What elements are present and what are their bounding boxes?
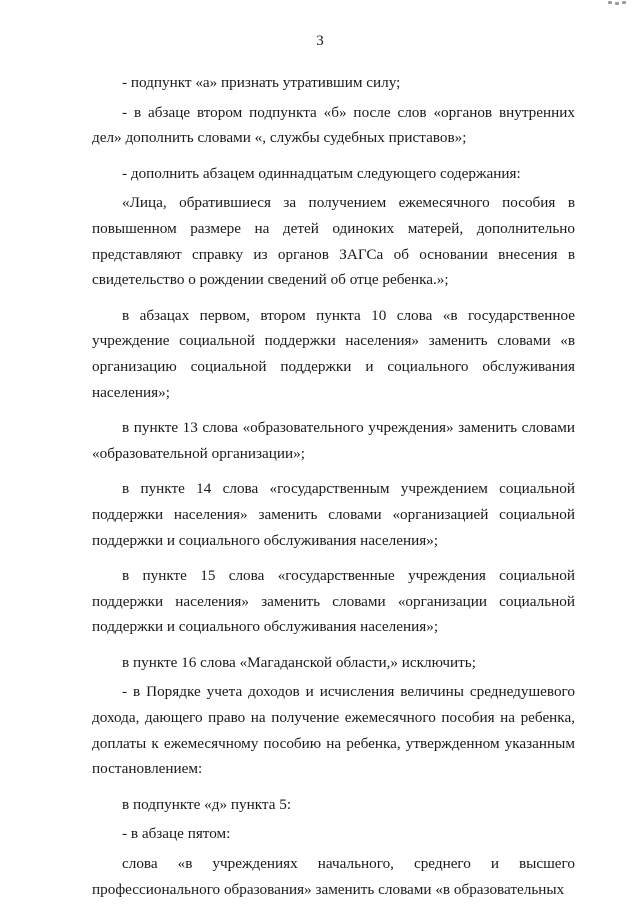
paragraph-subitem-d-item-5: в подпункте «д» пункта 5:: [122, 795, 292, 813]
document-body: [92, 70, 575, 912]
paragraph-subitem-a-repealed: - подпункт «а» признать утратившим силу;: [122, 74, 401, 91]
paragraph-income-procedure: - в Порядке учета доходов и исчисления величины среднедушевого дохода, дающего право на получение ежемесячного пособия на ребенка, доплаты к ежемесячному пособию на ребенка, утвержденном указанным постановлением:: [92, 683, 575, 778]
page-number: 3: [316, 33, 324, 49]
paragraph-item-10: в абзацах первом, втором пункта 10 слова «в государственное учреждение социальной поддержки населения» заменить словами «в организацию социальной поддержки и социального обслуживания населения»;: [92, 306, 575, 401]
paragraph-subitem-b-amendment: - в абзаце втором подпункта «б» после слов «органов внутренних дел» дополнить словами «, службы судебных приставов»;: [92, 103, 575, 147]
paragraph-item-15: в пункте 15 слова «государственные учреждения социальной поддержки населения» заменить словами «организации социальной поддержки и социального обслуживания населения»;: [92, 567, 575, 636]
scan-speck: [622, 1, 626, 4]
paragraph-item-14: в пункте 14 слова «государственным учреждением социальной поддержки населения» заменить словами «организацией социальной поддержки и социального обслуживания населения»;: [92, 480, 575, 549]
paragraph-quoted-clause: «Лица, обратившиеся за получением ежемесячного пособия в повышенном размере на детей одиноких матерей, дополнительно представляют справку из органов ЗАГСа об основании внесения в свидетельство о рождении сведений об отце ребенка.»;: [92, 194, 575, 289]
paragraph-add-eleventh-clause: - дополнить абзацем одиннадцатым следующего содержания:: [122, 164, 521, 182]
scan-specks: [606, 0, 630, 8]
paragraph-item-16: в пункте 16 слова «Магаданской области,» исключить;: [122, 653, 476, 671]
scan-speck: [615, 2, 619, 5]
paragraph-fifth-clause: - в абзаце пятом:: [122, 825, 231, 843]
scan-speck: [608, 1, 612, 4]
paragraph-words-replacement: слова «в учреждениях начального, среднего и высшего профессионального образования» заменить словами «в образовательных: [92, 855, 575, 898]
paragraph-item-13: в пункте 13 слова «образовательного учреждения» заменить словами «образовательной организации»;: [92, 419, 575, 462]
